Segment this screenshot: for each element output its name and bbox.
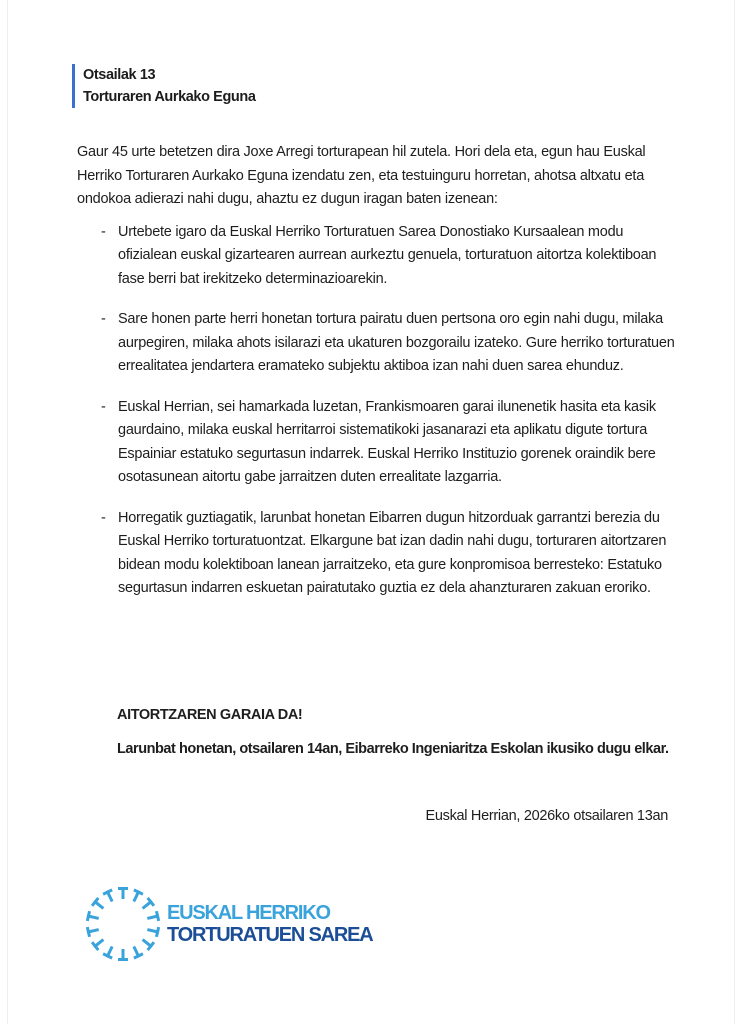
header-title: Torturaren Aurkako Eguna xyxy=(83,89,256,105)
list-item xyxy=(77,308,677,379)
bullet-marker: - xyxy=(101,398,106,415)
logo-mark xyxy=(91,936,107,951)
slogan: AITORTZAREN GARAIA DA! xyxy=(117,707,303,723)
place-date: Euskal Herrian, 2026ko otsailaren 13an xyxy=(425,808,668,824)
logo-mark xyxy=(118,887,128,899)
logo-wordmark xyxy=(167,902,373,946)
list-item-text: Urtebete igaro da Euskal Herriko Torturatuen Sarea Donostiako Kursaalean modu ofizialean euskal gizartearen aurrean aurkeztu genuela, torturatuon aitortza kolektiboan fase berri bat irekitzeko determinazioarekin. xyxy=(118,223,657,287)
list-item-text: Euskal Herrian, sei hamarkada luzetan, Frankismoaren garai ilunenetik hasita eta kasik gaurdaino, milaka euskal herritarroi sistematikoki jasanarazi eta aplikatu digute tortura Espainiar estatuko segurtasun indarrek. Euskal Herriko Instituzio gorenek oraindik bere osotasunean aitortu gabe jarraitzen duten errealitate lazgarria. xyxy=(118,398,656,485)
event-announcement: Larunbat honetan, otsailaren 14an, Eibarreko Ingeniaritza Eskolan ikusiko dugu elkar. xyxy=(117,741,669,757)
intro-paragraph: Gaur 45 urte betetzen dira Joxe Arregi torturapean hil zutela. Hori dela eta, egun hau Euskal Herriko Torturaren Aurkako Eguna izendatu zen, eta testuinguru horretan, ahotsa altxatu eta ondokoa adierazi nahi dugu, ahaztu ez dugun iragan baten izenean: xyxy=(77,144,646,207)
logo-mark xyxy=(86,925,100,937)
logo-mark xyxy=(146,925,160,937)
logo-mark xyxy=(139,936,155,951)
logo-line2: TORTURATUEN SAREA xyxy=(167,924,373,946)
list-item-text: Sare honen parte herri honetan tortura pairatu duen pertsona oro egin nahi dugu, milaka aurpegiren, milaka ahots isilarazi eta ukaturen bozgorailu izateko. Gure herriko torturatuen errealitatea jendartera eramateko subjektu aktiboa izan nahi duen sarea ehunduz. xyxy=(118,311,675,374)
bullet-marker: - xyxy=(101,311,106,327)
logo-mark xyxy=(139,897,155,912)
bullet-marker: - xyxy=(101,223,106,240)
logo-mark xyxy=(102,944,116,959)
logo-ring-icon xyxy=(85,880,175,970)
logo-mark xyxy=(91,897,107,912)
organization-logo xyxy=(85,880,373,970)
list-item-text: Horregatik guztiagatik, larunbat honetan Eibarren dugun hitzorduak garrantzi berezia du Euskal Herriko torturatuontzat. Elkargune bat izan dadin nahi dugu, torturaren aitortzaren bidean modu kolektiboan lanean jarraitzeko, eta gure konpromisoa berresteko: Estatuko segurtasun indarren eskuetan pairatutako guztia ez dela ahanzturaren zakuan eroriko. xyxy=(118,509,667,596)
logo-mark xyxy=(146,911,160,923)
logo-mark xyxy=(129,944,143,959)
logo-line1: EUSKAL HERRIKO xyxy=(167,902,330,924)
logo-mark xyxy=(129,889,143,904)
document-body xyxy=(77,141,677,618)
logo-mark xyxy=(86,911,100,923)
document-header xyxy=(72,64,256,108)
list-item xyxy=(77,507,677,601)
logo-mark xyxy=(102,889,116,904)
list-item xyxy=(77,221,677,292)
bullet-marker: - xyxy=(101,509,106,526)
logo-mark xyxy=(118,949,128,961)
bullet-list xyxy=(77,221,677,601)
header-date: Otsailak 13 xyxy=(83,67,156,83)
list-item xyxy=(77,396,677,490)
